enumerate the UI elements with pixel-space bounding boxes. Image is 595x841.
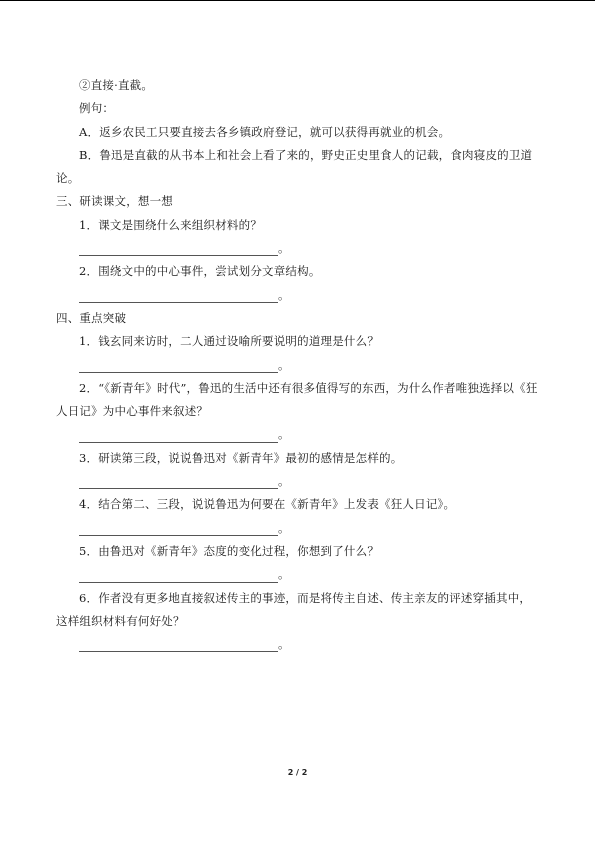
page-number: 2 / 2 (287, 768, 308, 777)
text-line: 例句： (79, 101, 115, 116)
answer-field[interactable] (56, 284, 540, 307)
answer-blank[interactable] (79, 357, 278, 373)
answer-field[interactable] (56, 563, 540, 586)
answer-end-mark: 。 (278, 520, 290, 535)
answer-field[interactable] (56, 423, 540, 446)
answer-blank[interactable] (79, 473, 278, 489)
question: 2．围绕文中的中心事件，尝试划分文章结构。 (79, 264, 321, 279)
question: 4．结合第二、三段，说说鲁迅为何要在《新青年》上发表《狂人日记》。 (79, 497, 456, 512)
answer-end-mark: 。 (278, 567, 290, 582)
question: 3．研读第三段，说说鲁迅对《新青年》最初的感情是怎样的。 (79, 450, 403, 465)
answer-end-mark: 。 (278, 357, 290, 372)
section-heading: 四、重点突破 (56, 310, 127, 325)
question: 1．钱玄同来访时，二人通过设喻所要说明的道理是什么？ (79, 334, 380, 349)
document-body (56, 74, 540, 656)
answer-field[interactable] (56, 237, 540, 260)
answer-field[interactable] (56, 633, 540, 656)
question: 5．由鲁迅对《新青年》态度的变化过程，你想到了什么？ (79, 543, 380, 558)
answer-blank[interactable] (79, 567, 278, 583)
question: 1．课文是围绕什么来组织材料的？ (79, 217, 263, 232)
text-paragraph: B．鲁迅是直截的从书本上和社会上看了来的，野史正史里食人的记载，食肉寝皮的卫道论。 (56, 147, 533, 186)
answer-field[interactable] (56, 470, 540, 493)
text-line: ②直接·直截。 (79, 78, 154, 92)
answer-end-mark: 。 (278, 241, 290, 256)
answer-blank[interactable] (79, 636, 278, 652)
answer-end-mark: 。 (278, 474, 290, 489)
answer-end-mark: 。 (278, 637, 290, 652)
answer-blank[interactable] (79, 240, 278, 256)
question: 6．作者没有更多地直接叙述传主的事迹，而是将传主自述、传主亲友的评述穿插其中，这样组织材料有何好处？ (56, 590, 532, 628)
answer-field[interactable] (56, 354, 540, 377)
answer-end-mark: 。 (278, 287, 290, 302)
text-line: A．返乡农民工只要直接去各乡镇政府登记，就可以获得再就业的机会。 (79, 124, 451, 139)
answer-blank[interactable] (79, 427, 278, 443)
answer-blank[interactable] (79, 287, 278, 303)
header-rule (0, 0, 595, 1)
answer-blank[interactable] (79, 520, 278, 536)
answer-end-mark: 。 (278, 427, 290, 442)
answer-field[interactable] (56, 517, 540, 540)
section-heading: 三、研读课文，想一想 (56, 194, 173, 209)
question: 2．“《新青年》时代”，鲁迅的生活中还有很多值得写的东西，为什么作者唯独选择以《狂人日记》为中心事件来叙述？ (56, 380, 538, 419)
